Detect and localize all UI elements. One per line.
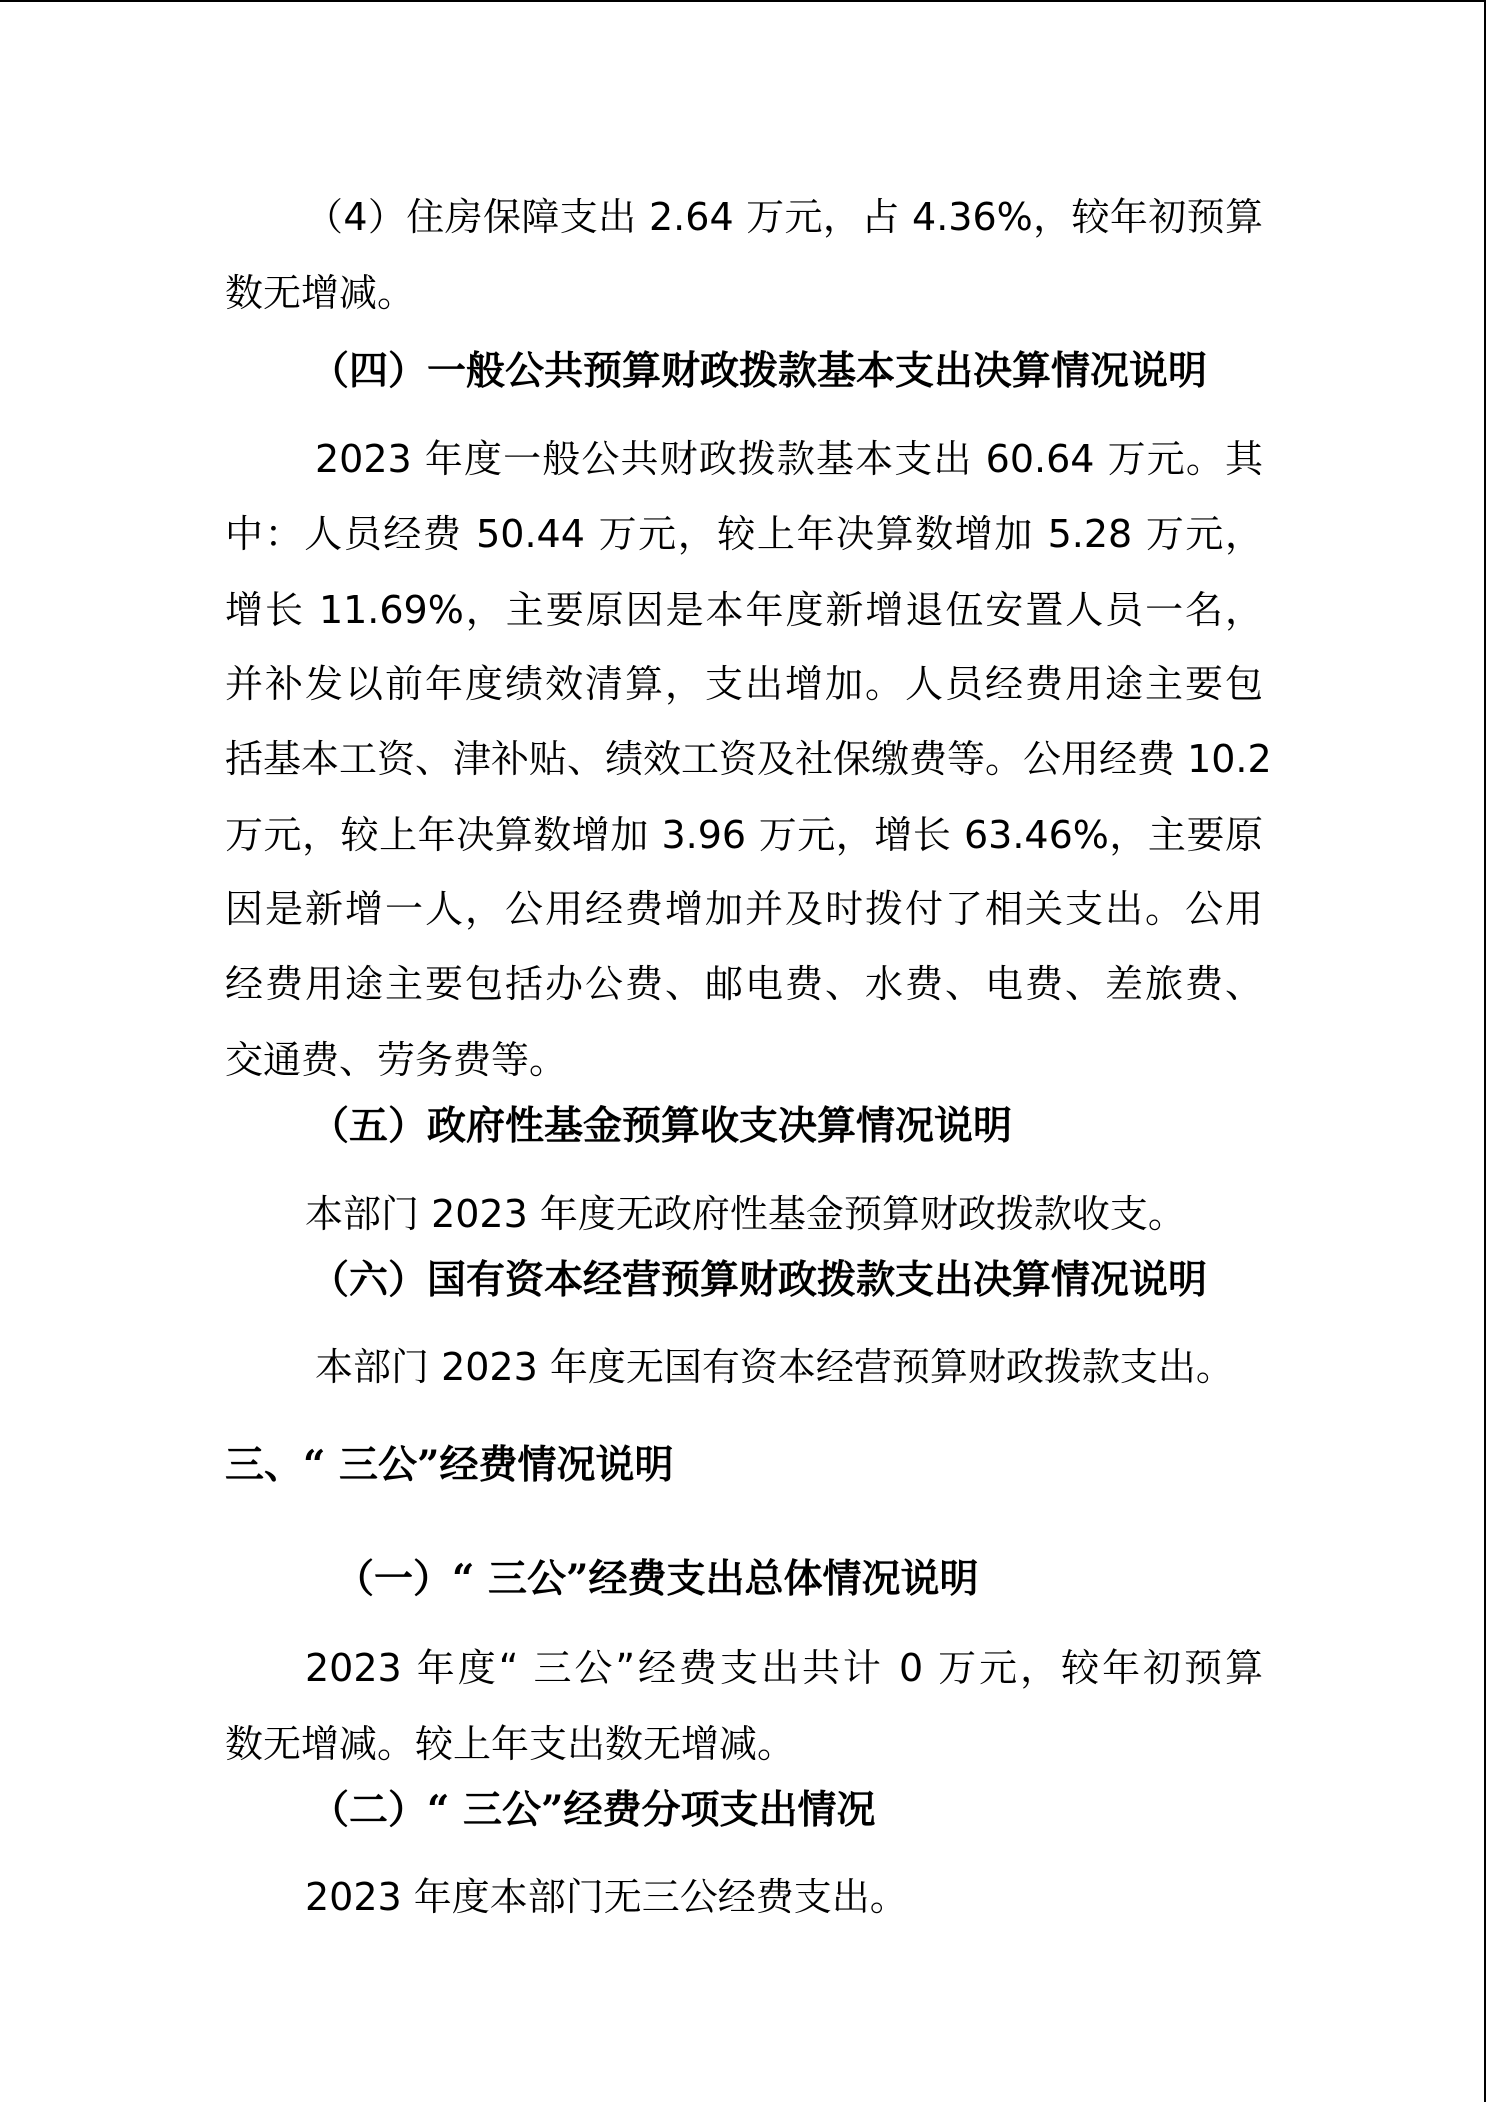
section-heading: （五）政府性基金预算收支决算情况说明 bbox=[310, 1103, 1013, 1149]
section-heading: （六）国有资本经营预算财政拨款支出决算情况说明 bbox=[310, 1257, 1208, 1303]
paragraph-line: 2023 年度“ 三公”经费支出共计 0 万元，较年初预算 bbox=[305, 1646, 1263, 1690]
paragraph-line: 数无增减。 bbox=[225, 271, 416, 315]
section-heading: （一）“ 三公”经费支出总体情况说明 bbox=[335, 1556, 979, 1602]
section-heading: （二）“ 三公”经费分项支出情况 bbox=[310, 1787, 876, 1833]
chapter-heading: 三、“ 三公”经费情况说明 bbox=[225, 1442, 674, 1488]
paragraph-line: 经费用途主要包括办公费、邮电费、水费、电费、差旅费、 bbox=[225, 962, 1263, 1006]
paragraph-line: 交通费、劳务费等。 bbox=[225, 1038, 568, 1082]
paragraph-line: 本部门 2023 年度无国有资本经营预算财政拨款支出。 bbox=[315, 1345, 1234, 1389]
paragraph-line: 中：人员经费 50.44 万元，较上年决算数增加 5.28 万元， bbox=[225, 512, 1263, 556]
paragraph-line: 因是新增一人，公用经费增加并及时拨付了相关支出。公用 bbox=[225, 887, 1263, 931]
paragraph-line: 并补发以前年度绩效清算，支出增加。人员经费用途主要包 bbox=[225, 662, 1263, 706]
paragraph-line: （4）住房保障支出 2.64 万元，占 4.36%，较年初预算 bbox=[305, 195, 1263, 239]
paragraph-line: 增长 11.69%，主要原因是本年度新增退伍安置人员一名， bbox=[225, 588, 1263, 632]
paragraph-line: 括基本工资、津补贴、绩效工资及社保缴费等。公用经费 10.2 bbox=[225, 737, 1272, 781]
paragraph-line: 2023 年度一般公共财政拨款基本支出 60.64 万元。其 bbox=[315, 437, 1263, 481]
paragraph-line: 2023 年度本部门无三公经费支出。 bbox=[305, 1875, 908, 1919]
paragraph-line: 数无增减。较上年支出数无增减。 bbox=[225, 1722, 796, 1766]
section-heading: （四）一般公共预算财政拨款基本支出决算情况说明 bbox=[310, 348, 1208, 394]
paragraph-line: 万元，较上年决算数增加 3.96 万元，增长 63.46%，主要原 bbox=[225, 813, 1263, 857]
paragraph-line: 本部门 2023 年度无政府性基金预算财政拨款收支。 bbox=[305, 1192, 1186, 1236]
